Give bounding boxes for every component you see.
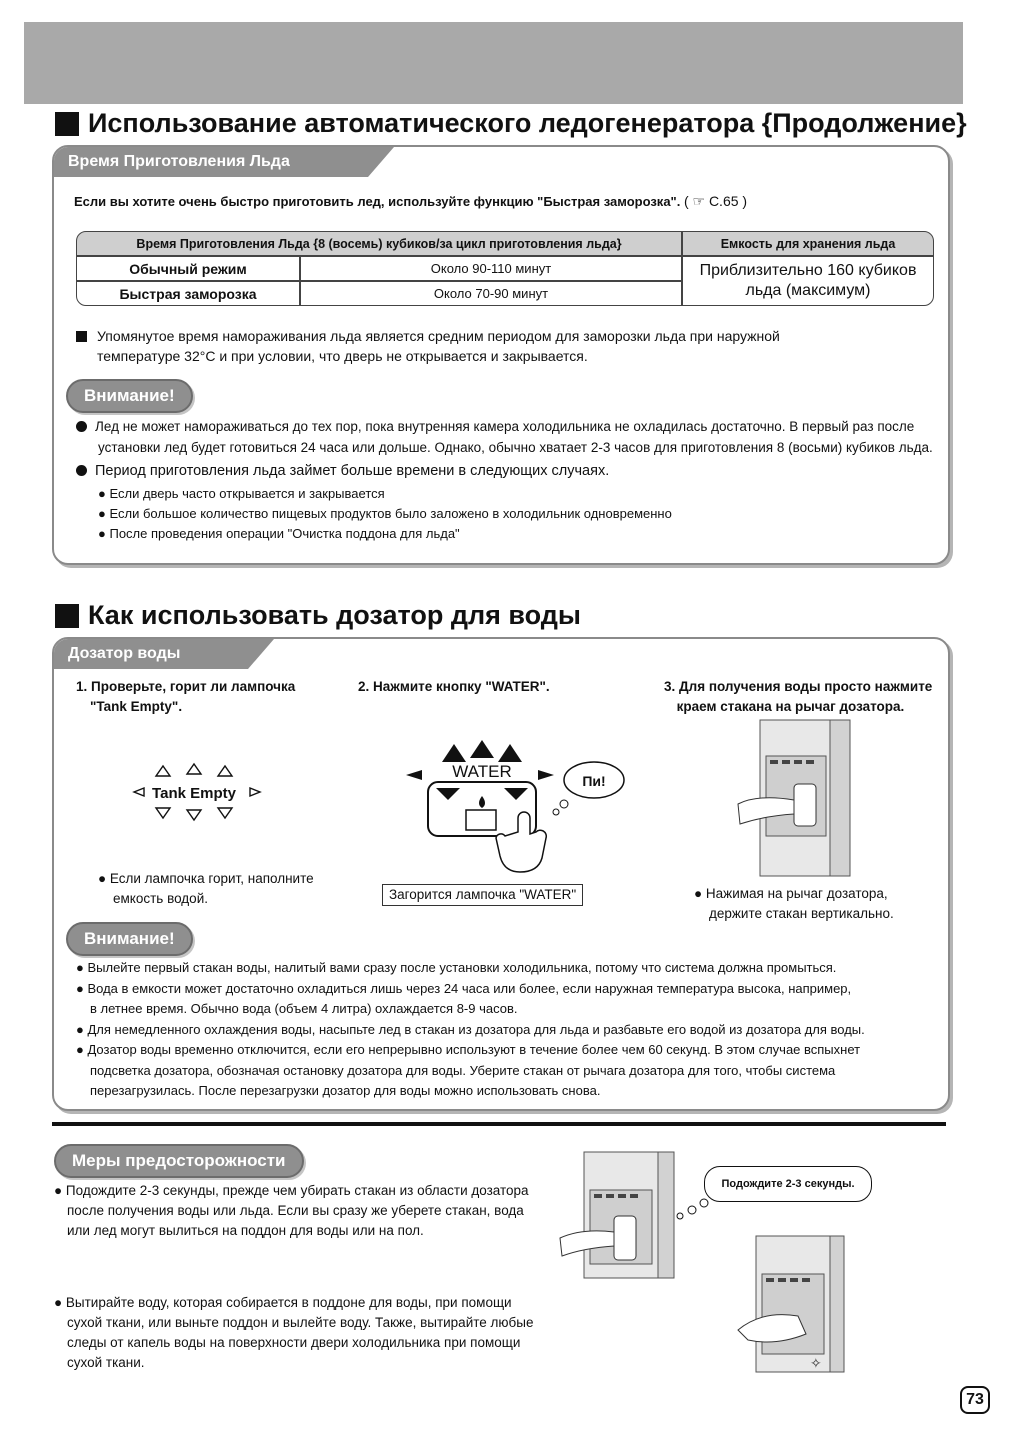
caution-list: Лед не может намораживаться до тех пор, пока внутренняя камера холодильника не охладилась достаточно. В первый раз после установки лед будет готовиться 24 часа или дольше. Однако, обычно хватает 2-3 часов для приготовления 8 (восьми) кубиков льда. Период приготовления льда займет больше времени в следующих случаях. ● Если дверь часто открывается и закрывается ● Если большое количество пищевых продуктов было заложено в холодильник одновременно ● После проведения операции "Очистка поддона для льда" [76, 416, 933, 544]
thought-dots [672, 1198, 712, 1222]
caution-line: перезагрузилась. После перезагрузки дозатор для воды можно использовать снова. [90, 1083, 601, 1098]
step-1 [76, 677, 295, 717]
panel-header [54, 639, 248, 669]
caution-badge: Внимание! [66, 379, 193, 413]
water-label: WATER [452, 762, 512, 781]
dispenser-illustration [736, 718, 876, 878]
precautions-badge: Меры предосторожности [54, 1144, 304, 1178]
dispenser-wipe-illustration [728, 1234, 848, 1374]
caution-line: Период приготовления льда займет больше времени в следующих случаях. [95, 463, 610, 479]
water-caution-list: ● Вылейте первый стакан воды, налитый вами сразу после установки холодильника, потому что система должна промыться. ● Вода в емкости может достаточно охладиться лишь через 24 часа или более, если наружная температура высока, например, в летнее время. Обычно вода (объем 4 литра) охлаждается 8-9 часов. ● Для немедленного охлаждения воды, насыпьте лед в стакан из дозатора для льда и разбавьте его водой из дозатора для воды. ● Дозатор воды временно отключится, если его непрерывно используют в течение более чем 60 секунд. В этом случае вспыхнет подсветка дозатора, обозначая остановку дозатора для воды. Уберите стакан от рычага дозатора для того, чтобы система перезагрузилась. После перезагрузки дозатор для воды можно использовать снова. [76, 958, 865, 1102]
beep-bubble: Пи! [582, 773, 606, 789]
row-value-fast: Около 70-90 минут [300, 281, 682, 306]
precaution-1: ● Подождите 2-3 секунды, прежде чем убирать стакан из области дозатора после получения воды или льда. Если вы сразу же уберете стакан, вода или лед могут вылиться на поддон для воды или на пол. [54, 1181, 529, 1241]
section-title-ice-maker [55, 108, 967, 139]
storage-line1: Приблизительно 160 кубиков [699, 262, 917, 279]
note-line: Упомянутое время намораживания льда является средним периодом для заморозки льда при наружной [97, 328, 780, 344]
storage-line2: льда (максимум) [745, 282, 871, 299]
intro-text [74, 193, 747, 210]
precaution-line: Вытирайте воду, которая собирается в поддоне для воды, при помощи [65, 1295, 512, 1310]
caution-line: Лед не может намораживаться до тех пор, пока внутренняя камера холодильника не охладилась достаточно. В первый раз после [95, 419, 915, 434]
precaution-line: или лед могут вылиться на поддон для воды или на пол. [67, 1223, 424, 1238]
precaution-line: сухой ткани, или выньте поддон и вылейте воду. Также, вытирайте любые [67, 1315, 534, 1330]
step-text: краем стакана на рычаг дозатора. [676, 699, 905, 714]
header-band [24, 22, 963, 104]
sub-item: Если большое количество пищевых продуктов было заложено в холодильник одновременно [109, 506, 672, 521]
precaution-line: сухой ткани. [67, 1355, 145, 1370]
sub-item: После проведения операции "Очистка поддона для льда" [109, 526, 460, 541]
section-title-text: Как использовать дозатор для воды [88, 600, 581, 630]
caution-line: Вылейте первый стакан воды, налитый вами сразу после установки холодильника, потому что система должна промыться. [87, 960, 837, 975]
precaution-2: ● Вытирайте воду, которая собирается в поддоне для воды, при помощи сухой ткани, или выньте поддон и вылейте воду. Также, вытирайте любые следы от капель воды на поверхности двери холодильника при помощи сухой ткани. [54, 1293, 533, 1373]
step-text: "Tank Empty". [90, 699, 183, 714]
precaution-line: следы от капель воды на поверхности двери холодильника при помощи [67, 1335, 521, 1350]
caution-line: в летнее время. Обычно вода (объем 4 литра) охлаждается 8-9 часов. [90, 1001, 518, 1016]
square-bullet-icon [55, 604, 79, 628]
table-row [76, 256, 934, 281]
step3-note: ● Нажимая на рычаг дозатора, держите стакан вертикально. [694, 884, 894, 924]
wait-bubble: Подождите 2-3 секунды. [704, 1166, 872, 1202]
step-2: 2. Нажмите кнопку "WATER". [358, 679, 550, 694]
precaution-line: после получения воды или льда. Если вы сразу же уберете стакан, вода [67, 1203, 524, 1218]
caution-line: Вода в емкости может достаточно охладиться лишь через 24 часа или более, если наружная температура высока, например, [87, 980, 852, 996]
step-text: 3. Для получения воды просто нажмите [664, 679, 933, 694]
caution-badge: Внимание! [66, 922, 193, 956]
caution-line: Для немедленного охлаждения воды, насыпьте лед в стакан из дозатора для льда и разбавьте его водой из дозатора для воды. [87, 1021, 865, 1037]
page-number: 73 [960, 1386, 990, 1414]
page-reference: ( ☞ C.65 ) [683, 193, 748, 209]
sub-item: Если дверь часто открывается и закрывается [109, 486, 385, 501]
table-header-time: Время Приготовления Льда {8 (восемь) кубиков/за цикл приготовления льда} [76, 231, 682, 256]
panel-header-text: Дозатор воды [68, 645, 181, 662]
note-line: Если лампочка горит, наполните [109, 871, 314, 886]
panel-header-text: Время Приготовления Льда [68, 153, 290, 170]
dispenser-wait-illustration [558, 1150, 678, 1280]
storage-capacity-cell [682, 256, 934, 306]
square-bullet-icon [55, 112, 79, 136]
caution-line: подсветка дозатора, обозначая остановку дозатора для воды. Уберите стакан от рычага дозатора для того, чтобы система [90, 1062, 836, 1078]
caution-line: Дозатор воды временно отключится, если его непрерывно используют в течение более чем 60 секунд. В этом случае вспыхнет [87, 1042, 861, 1057]
tank-empty-indicator [128, 762, 268, 824]
note-line: Нажимая на рычаг дозатора, [705, 886, 888, 901]
row-label-fast: Быстрая заморозка [76, 281, 300, 306]
step-3 [664, 677, 932, 717]
step-text: 1. Проверьте, горит ли лампочка [76, 679, 296, 694]
section-divider [52, 1122, 946, 1126]
sparkle-icon: ✧ [810, 1356, 822, 1372]
bullet-icon [76, 465, 87, 476]
table-header-storage: Емкость для хранения льда [682, 231, 934, 256]
step1-note: ● Если лампочка горит, наполните емкость водой. [98, 869, 314, 909]
row-value-normal: Около 90-110 минут [300, 256, 682, 281]
water-button-illustration [402, 740, 642, 880]
intro-main: Если вы хотите очень быстро приготовить лед, используйте функцию "Быстрая заморозка". [74, 194, 681, 209]
temperature-note [76, 326, 780, 366]
note-line: емкость водой. [113, 891, 208, 906]
step2-note-box: Загорится лампочка "WATER" [382, 884, 583, 906]
bullet-icon [76, 421, 87, 432]
section-title-text: Использование автоматического ледогенератора {Продолжение} [88, 108, 967, 138]
tank-empty-label: Tank Empty [152, 785, 236, 802]
row-label-normal: Обычный режим [76, 256, 300, 281]
caution-line: установки лед будет готовиться 24 часа или дольше. Однако, обычно хватает 2-3 часов для приготовления 8 (восьми) кубиков льда. [98, 440, 933, 455]
note-line: температуре 32°C и при условии, что дверь не открывается и закрывается. [97, 348, 588, 364]
panel-header [54, 147, 368, 177]
note-line: держите стакан вертикально. [709, 906, 894, 921]
section-title-water [55, 600, 581, 631]
square-bullet-icon [76, 331, 87, 342]
precaution-line: Подождите 2-3 секунды, прежде чем убирать стакан из области дозатора [65, 1183, 529, 1198]
ice-time-table [76, 231, 934, 306]
